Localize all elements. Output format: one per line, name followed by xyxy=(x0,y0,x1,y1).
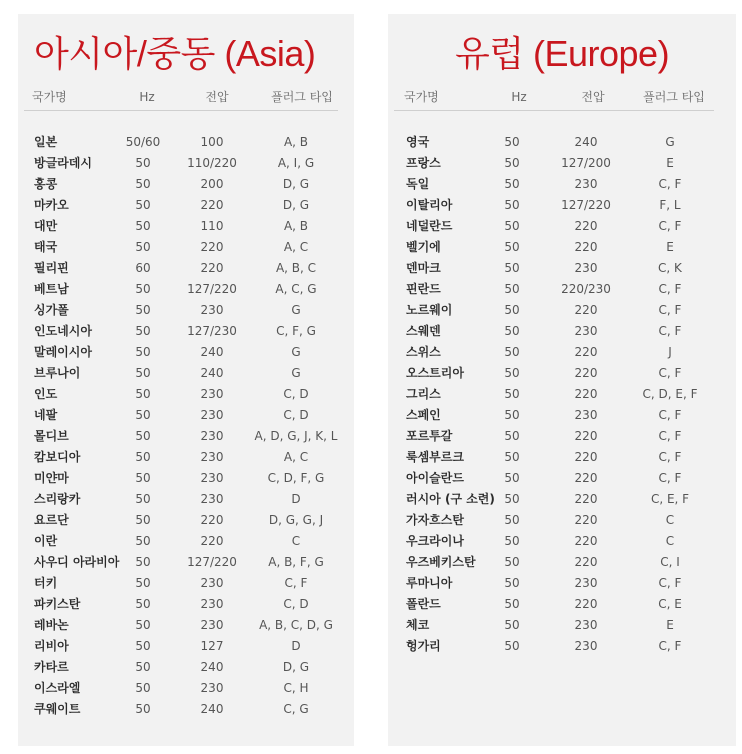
country-cell: 가자흐스탄 xyxy=(406,513,464,527)
plug-type-cell: A, B, C xyxy=(275,261,317,275)
table-row xyxy=(388,510,736,531)
table-row xyxy=(18,489,354,510)
voltage-cell: 220 xyxy=(574,303,598,317)
hz-cell: 50 xyxy=(135,597,151,611)
table-row xyxy=(388,174,736,195)
table-row xyxy=(18,258,354,279)
voltage-cell: 100 xyxy=(200,135,224,149)
table-row xyxy=(388,405,736,426)
voltage-cell: 230 xyxy=(200,597,224,611)
country-cell: 포르투갈 xyxy=(406,429,453,443)
table-row xyxy=(18,573,354,594)
table-row xyxy=(18,678,354,699)
country-cell: 루마니아 xyxy=(406,576,453,590)
plug-type-cell: C, E, F xyxy=(650,492,690,506)
country-cell: 방글라데시 xyxy=(34,156,92,170)
country-cell: 말레이시아 xyxy=(34,345,92,359)
hz-cell: 50 xyxy=(135,324,151,338)
country-cell: 우크라이나 xyxy=(406,534,464,548)
plug-type-cell: C, D xyxy=(283,597,309,611)
hz-cell: 50 xyxy=(135,408,151,422)
table-row xyxy=(18,132,354,153)
plug-type-cell: C, G xyxy=(283,702,309,716)
plug-type-cell: D, G xyxy=(282,177,310,191)
country-cell: 미얀마 xyxy=(34,471,69,485)
table-row xyxy=(388,489,736,510)
table-row xyxy=(388,195,736,216)
asia-table-header xyxy=(24,86,338,111)
hz-cell: 60 xyxy=(135,261,151,275)
table-row xyxy=(18,447,354,468)
plug-type-cell: A, C, G xyxy=(275,282,317,296)
table-row xyxy=(18,468,354,489)
table-row xyxy=(18,594,354,615)
voltage-cell: 127/230 xyxy=(187,324,237,338)
country-cell: 홍콩 xyxy=(34,177,58,191)
table-row xyxy=(388,594,736,615)
europe-panel xyxy=(388,14,736,746)
voltage-cell: 230 xyxy=(200,618,224,632)
table-row xyxy=(388,573,736,594)
table-row xyxy=(18,342,354,363)
country-cell: 룩셈부르크 xyxy=(406,450,464,464)
plug-type-cell: E xyxy=(666,240,674,254)
country-cell: 인도네시아 xyxy=(34,324,92,338)
hz-cell: 50 xyxy=(135,366,151,380)
plug-type-cell: C, F xyxy=(658,639,682,653)
country-cell: 벨기에 xyxy=(406,240,441,254)
hz-cell: 50 xyxy=(135,282,151,296)
table-row xyxy=(18,699,354,720)
country-cell: 네덜란드 xyxy=(406,219,453,233)
country-cell: 헝가리 xyxy=(406,639,441,653)
voltage-cell: 110 xyxy=(200,219,224,233)
plug-type-cell: C, E xyxy=(658,597,682,611)
country-cell: 스리랑카 xyxy=(34,492,81,506)
country-cell: 그리스 xyxy=(406,387,441,401)
country-cell: 프랑스 xyxy=(406,156,441,170)
voltage-cell: 240 xyxy=(200,660,224,674)
plug-type-cell: C, K xyxy=(658,261,682,275)
plug-type-cell: C xyxy=(665,534,675,548)
table-row xyxy=(18,384,354,405)
country-cell: 러시아 (구 소련) xyxy=(406,492,495,506)
plug-type-cell: C xyxy=(665,513,675,527)
hz-cell: 50 xyxy=(504,534,520,548)
table-row xyxy=(18,153,354,174)
country-cell: 리비아 xyxy=(34,639,69,653)
header-voltage: 전압 xyxy=(581,90,605,104)
voltage-cell: 220 xyxy=(574,366,598,380)
hz-cell: 50 xyxy=(504,639,520,653)
hz-cell: 50 xyxy=(135,555,151,569)
table-row xyxy=(388,468,736,489)
plug-type-cell: C, D xyxy=(283,387,309,401)
header-hz: Hz xyxy=(511,90,527,104)
plug-type-cell: C, F xyxy=(658,429,682,443)
hz-cell: 50 xyxy=(504,156,520,170)
country-cell: 몰디브 xyxy=(34,429,69,443)
plug-type-cell: A, I, G xyxy=(277,156,315,170)
plug-type-cell: C xyxy=(291,534,301,548)
plug-type-cell: C, F xyxy=(658,324,682,338)
voltage-cell: 220 xyxy=(574,219,598,233)
country-cell: 스웨덴 xyxy=(406,324,441,338)
table-row xyxy=(388,636,736,657)
header-plug-type: 플러그 타입 xyxy=(271,90,333,104)
country-cell: 덴마크 xyxy=(406,261,441,275)
plug-type-cell: C, F xyxy=(658,366,682,380)
table-row xyxy=(388,384,736,405)
table-row xyxy=(388,342,736,363)
plug-type-cell: C, D, E, F xyxy=(642,387,698,401)
country-cell: 레바논 xyxy=(34,618,69,632)
asia-table-body xyxy=(18,132,354,720)
country-cell: 태국 xyxy=(34,240,58,254)
voltage-cell: 220 xyxy=(574,555,598,569)
hz-cell: 50 xyxy=(135,387,151,401)
table-row xyxy=(388,216,736,237)
country-cell: 베트남 xyxy=(34,282,69,296)
table-row xyxy=(388,237,736,258)
hz-cell: 50/60 xyxy=(125,135,161,149)
country-cell: 터키 xyxy=(34,576,58,590)
hz-cell: 50 xyxy=(135,534,151,548)
country-cell: 인도 xyxy=(34,387,58,401)
hz-cell: 50 xyxy=(135,450,151,464)
country-cell: 아이슬란드 xyxy=(406,471,464,485)
voltage-cell: 220 xyxy=(200,198,224,212)
plug-type-cell: C, F xyxy=(658,576,682,590)
hz-cell: 50 xyxy=(504,177,520,191)
table-row xyxy=(388,552,736,573)
country-cell: 요르단 xyxy=(34,513,69,527)
table-row xyxy=(388,615,736,636)
plug-type-cell: D, G xyxy=(282,198,310,212)
country-cell: 스페인 xyxy=(406,408,441,422)
table-row xyxy=(388,258,736,279)
hz-cell: 50 xyxy=(135,198,151,212)
table-row xyxy=(18,216,354,237)
country-cell: 체코 xyxy=(406,618,430,632)
hz-cell: 50 xyxy=(135,240,151,254)
hz-cell: 50 xyxy=(135,660,151,674)
table-row xyxy=(18,531,354,552)
plug-type-cell: E xyxy=(666,156,674,170)
asia-title: 아시아/중동 (Asia) xyxy=(34,33,316,74)
voltage-cell: 230 xyxy=(200,450,224,464)
hz-cell: 50 xyxy=(504,219,520,233)
voltage-cell: 230 xyxy=(574,408,598,422)
hz-cell: 50 xyxy=(504,513,520,527)
plug-type-cell: C, F xyxy=(658,303,682,317)
plug-type-cell: C, H xyxy=(283,681,309,695)
voltage-cell: 220 xyxy=(200,261,224,275)
hz-cell: 50 xyxy=(135,618,151,632)
voltage-cell: 220/230 xyxy=(561,282,611,296)
plug-type-cell: C, F xyxy=(658,282,682,296)
hz-cell: 50 xyxy=(135,492,151,506)
hz-cell: 50 xyxy=(504,576,520,590)
hz-cell: 50 xyxy=(504,387,520,401)
table-row xyxy=(388,279,736,300)
plug-type-cell: C, F xyxy=(658,450,682,464)
header-voltage: 전압 xyxy=(205,90,229,104)
hz-cell: 50 xyxy=(504,471,520,485)
europe-table-header xyxy=(394,86,714,111)
voltage-cell: 220 xyxy=(574,513,598,527)
voltage-cell: 230 xyxy=(200,387,224,401)
table-row xyxy=(388,531,736,552)
table-row xyxy=(18,405,354,426)
voltage-cell: 230 xyxy=(574,576,598,590)
table-row xyxy=(388,132,736,153)
header-plug-type: 플러그 타입 xyxy=(643,90,705,104)
hz-cell: 50 xyxy=(504,450,520,464)
voltage-cell: 220 xyxy=(574,597,598,611)
asia-panel xyxy=(18,14,354,746)
hz-cell: 50 xyxy=(504,597,520,611)
voltage-cell: 230 xyxy=(574,177,598,191)
voltage-cell: 220 xyxy=(574,471,598,485)
voltage-cell: 220 xyxy=(574,450,598,464)
plug-type-cell: A, B xyxy=(283,219,309,233)
voltage-cell: 220 xyxy=(574,240,598,254)
hz-cell: 50 xyxy=(504,324,520,338)
plug-type-cell: A, C xyxy=(283,450,309,464)
table-row xyxy=(18,195,354,216)
europe-title: 유럽 (Europe) xyxy=(454,33,670,74)
voltage-cell: 230 xyxy=(574,261,598,275)
plug-type-cell: G xyxy=(291,303,301,317)
voltage-cell: 230 xyxy=(200,492,224,506)
voltage-cell: 230 xyxy=(574,639,598,653)
hz-cell: 50 xyxy=(504,135,520,149)
country-cell: 쿠웨이트 xyxy=(34,702,81,716)
header-hz: Hz xyxy=(139,90,155,104)
plug-type-cell: D, G xyxy=(282,660,310,674)
country-cell: 필리핀 xyxy=(34,261,69,275)
plug-type-cell: A, C xyxy=(283,240,309,254)
voltage-cell: 220 xyxy=(200,513,224,527)
country-cell: 이탈리아 xyxy=(406,198,453,212)
plug-type-cell: J xyxy=(668,345,672,359)
plug-type-cell: A, B, C, D, G xyxy=(259,618,333,632)
voltage-cell: 230 xyxy=(200,681,224,695)
voltage-cell: 110/220 xyxy=(187,156,237,170)
table-row xyxy=(18,363,354,384)
plug-type-cell: D, G, G, J xyxy=(268,513,324,527)
voltage-cell: 220 xyxy=(574,387,598,401)
table-row xyxy=(388,447,736,468)
plug-type-cell: F, L xyxy=(659,198,681,212)
plug-type-cell: G xyxy=(291,366,301,380)
plug-type-cell: A, B, F, G xyxy=(268,555,324,569)
country-cell: 핀란드 xyxy=(406,282,441,296)
plug-type-cell: E xyxy=(666,618,674,632)
hz-cell: 50 xyxy=(135,345,151,359)
country-cell: 오스트리아 xyxy=(406,366,464,380)
table-row xyxy=(388,426,736,447)
plug-type-cell: C, F xyxy=(658,219,682,233)
plug-type-cell: C, I xyxy=(660,555,680,569)
table-row xyxy=(18,636,354,657)
voltage-cell: 127/220 xyxy=(187,282,237,296)
hz-cell: 50 xyxy=(504,429,520,443)
hz-cell: 50 xyxy=(135,471,151,485)
table-row xyxy=(388,300,736,321)
voltage-cell: 230 xyxy=(200,303,224,317)
voltage-cell: 230 xyxy=(200,408,224,422)
table-row xyxy=(18,510,354,531)
voltage-cell: 230 xyxy=(200,471,224,485)
voltage-cell: 230 xyxy=(200,429,224,443)
hz-cell: 50 xyxy=(504,345,520,359)
country-cell: 사우디 아라비아 xyxy=(34,555,120,569)
country-cell: 네팔 xyxy=(34,408,58,422)
table-row xyxy=(18,321,354,342)
hz-cell: 50 xyxy=(135,702,151,716)
plug-type-cell: C, D, F, G xyxy=(267,471,325,485)
voltage-cell: 220 xyxy=(574,534,598,548)
hz-cell: 50 xyxy=(504,282,520,296)
plug-type-cell: C, F xyxy=(658,471,682,485)
plug-type-cell: A, D, G, J, K, L xyxy=(254,429,338,443)
hz-cell: 50 xyxy=(504,408,520,422)
hz-cell: 50 xyxy=(135,156,151,170)
voltage-cell: 220 xyxy=(574,345,598,359)
plug-type-cell: D xyxy=(291,639,301,653)
plug-type-cell: C, F, G xyxy=(276,324,316,338)
hz-cell: 50 xyxy=(135,177,151,191)
header-country: 국가명 xyxy=(32,90,67,104)
table-row xyxy=(18,174,354,195)
voltage-cell: 220 xyxy=(574,429,598,443)
country-cell: 노르웨이 xyxy=(406,303,453,317)
voltage-cell: 230 xyxy=(574,324,598,338)
hz-cell: 50 xyxy=(504,618,520,632)
voltage-cell: 240 xyxy=(200,366,224,380)
country-cell: 독일 xyxy=(406,177,430,191)
country-cell: 이스라엘 xyxy=(34,681,81,695)
table-row xyxy=(388,321,736,342)
voltage-cell: 230 xyxy=(200,576,224,590)
hz-cell: 50 xyxy=(504,366,520,380)
plug-type-cell: C, F xyxy=(658,177,682,191)
hz-cell: 50 xyxy=(504,303,520,317)
hz-cell: 50 xyxy=(504,492,520,506)
europe-table-body xyxy=(388,132,736,657)
plug-type-cell: G xyxy=(291,345,301,359)
table-row xyxy=(18,657,354,678)
hz-cell: 50 xyxy=(135,681,151,695)
voltage-cell: 127/220 xyxy=(561,198,611,212)
country-cell: 영국 xyxy=(406,135,430,149)
table-row xyxy=(18,426,354,447)
table-row xyxy=(388,363,736,384)
hz-cell: 50 xyxy=(135,219,151,233)
country-cell: 카타르 xyxy=(34,660,69,674)
voltage-cell: 240 xyxy=(200,345,224,359)
table-row xyxy=(18,552,354,573)
table-row xyxy=(18,237,354,258)
table-row xyxy=(18,615,354,636)
hz-cell: 50 xyxy=(135,639,151,653)
voltage-cell: 220 xyxy=(574,492,598,506)
hz-cell: 50 xyxy=(135,513,151,527)
country-cell: 이란 xyxy=(34,534,58,548)
country-cell: 우즈베키스탄 xyxy=(406,555,476,569)
country-cell: 폴란드 xyxy=(406,597,441,611)
hz-cell: 50 xyxy=(504,240,520,254)
plug-type-cell: C, D xyxy=(283,408,309,422)
hz-cell: 50 xyxy=(135,303,151,317)
voltage-cell: 240 xyxy=(574,135,598,149)
voltage-cell: 200 xyxy=(200,177,224,191)
country-cell: 대만 xyxy=(34,219,58,233)
plug-type-cell: C, F xyxy=(658,408,682,422)
hz-cell: 50 xyxy=(504,198,520,212)
country-cell: 일본 xyxy=(34,135,58,149)
hz-cell: 50 xyxy=(135,429,151,443)
country-cell: 스위스 xyxy=(406,345,441,359)
hz-cell: 50 xyxy=(504,261,520,275)
voltage-cell: 240 xyxy=(200,702,224,716)
table-row xyxy=(18,279,354,300)
voltage-cell: 220 xyxy=(200,240,224,254)
plug-type-cell: C, F xyxy=(284,576,308,590)
voltage-cell: 230 xyxy=(574,618,598,632)
voltage-cell: 220 xyxy=(200,534,224,548)
hz-cell: 50 xyxy=(504,555,520,569)
country-cell: 싱가폴 xyxy=(34,303,69,317)
header-country: 국가명 xyxy=(404,90,439,104)
country-cell: 캄보디아 xyxy=(34,450,81,464)
voltage-cell: 127 xyxy=(200,639,224,653)
country-cell: 브루나이 xyxy=(34,366,81,380)
voltage-cell: 127/220 xyxy=(187,555,237,569)
country-cell: 파키스탄 xyxy=(34,597,81,611)
plug-type-cell: D xyxy=(291,492,301,506)
country-cell: 마카오 xyxy=(34,198,69,212)
voltage-cell: 127/200 xyxy=(561,156,611,170)
table-row xyxy=(18,300,354,321)
plug-type-cell: A, B xyxy=(283,135,309,149)
table-row xyxy=(388,153,736,174)
plug-type-cell: G xyxy=(665,135,675,149)
hz-cell: 50 xyxy=(135,576,151,590)
